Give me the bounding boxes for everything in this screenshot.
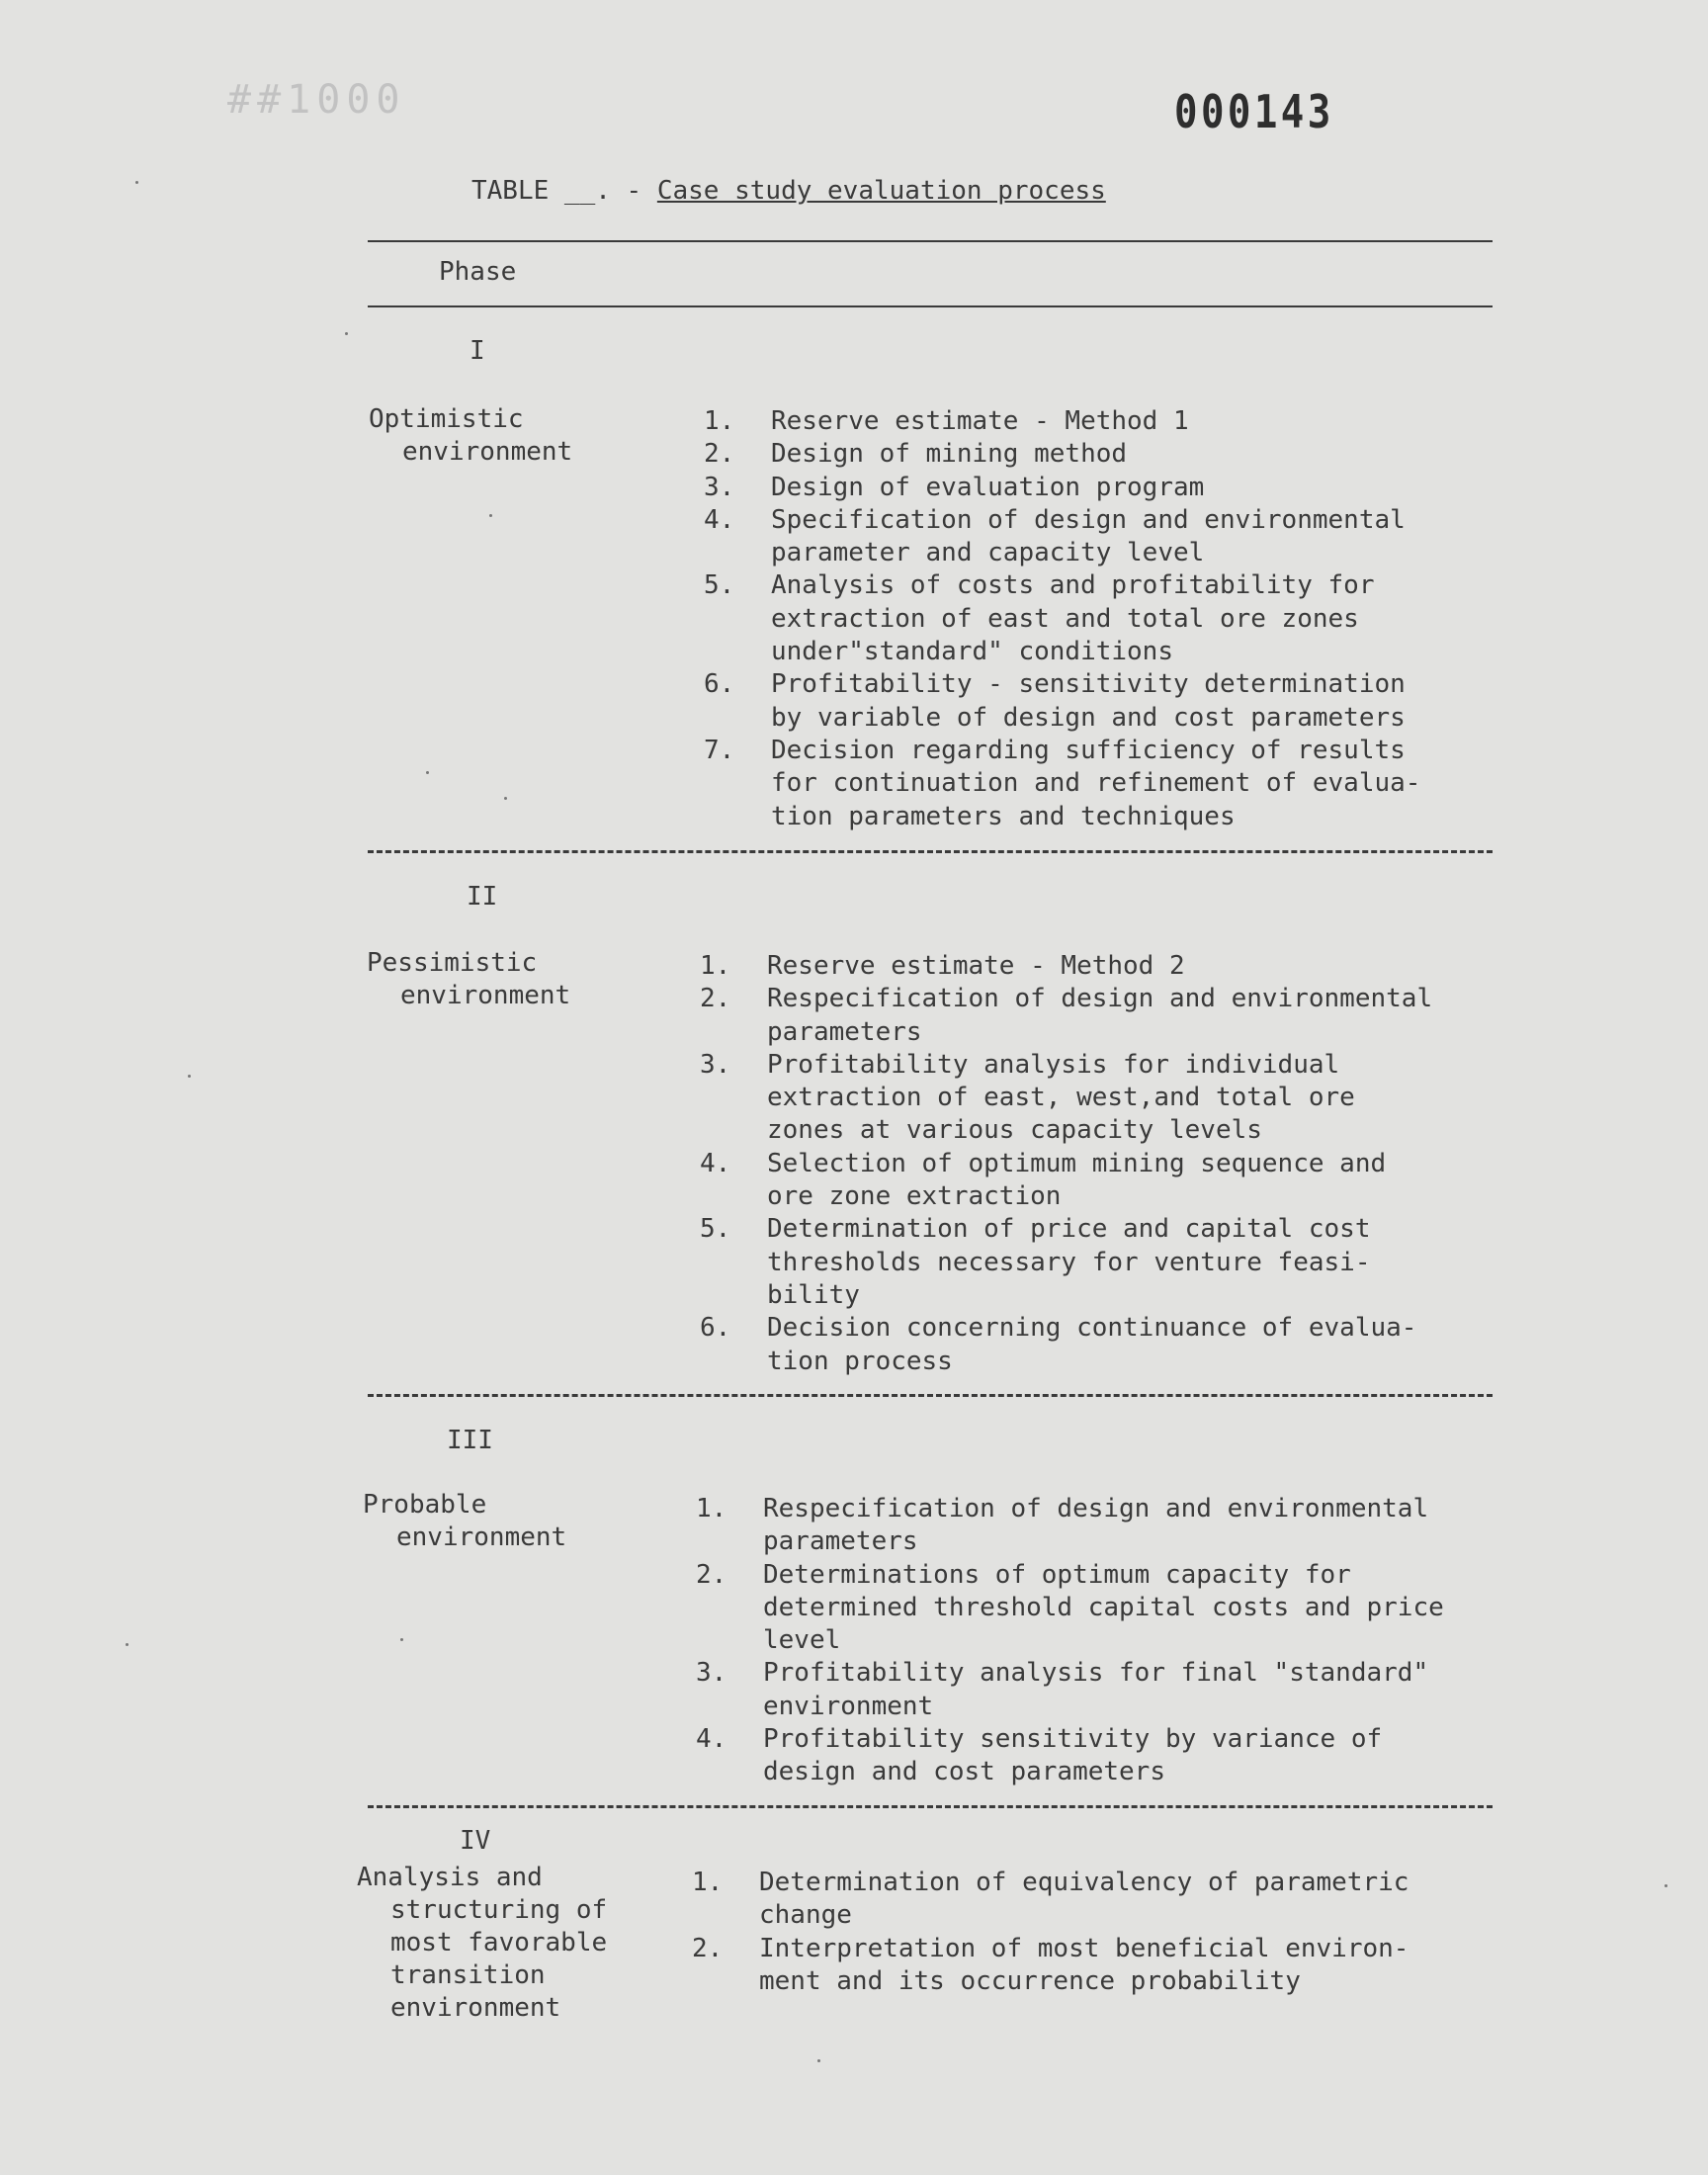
phase-environment [363,1489,566,1554]
item-number: 1. [704,406,735,436]
environment-line: environment [402,437,573,467]
phase-numeral: III [447,1426,493,1455]
item-text: Design of evaluation program [771,472,1205,502]
item-number: 6. [700,1313,731,1344]
item-text: Decision concerning continuance of evalua- tion process [767,1313,1417,1376]
item-number: 4. [696,1724,727,1755]
item-text: Analysis of costs and profitability for extraction of east and total ore zones under"standard" conditions [771,570,1375,667]
environment-line: Optimistic [369,404,524,434]
item-number: 4. [704,504,735,535]
environment-line: Probable [363,1490,487,1520]
phase-numeral: II [467,882,498,912]
item-text: Profitability analysis for individual extraction of east, west,and total ore zones at various capacity levels [767,1049,1355,1146]
scan-speck [1665,1884,1667,1887]
scan-speck [817,2059,820,2062]
environment-line: Analysis and [357,1863,543,1892]
item-number: 5. [700,1214,731,1245]
item-text: Reserve estimate - Method 1 [771,406,1189,436]
table-title [471,176,1106,206]
item-text: Decision regarding sufficiency of results for continuation and refinement of evalua- tion parameters and techniques [771,735,1421,831]
item-text: Profitability - sensitivity determination by variable of design and cost parameters [771,669,1406,733]
item-text: Design of mining method [771,439,1128,470]
item-number: 7. [704,735,735,765]
item-number: 1. [700,951,731,981]
item-number: 2. [692,1933,724,1963]
phase-divider [368,850,1493,853]
list-item [700,1213,1432,1312]
scan-speck [426,771,429,774]
item-number: 2. [696,1559,727,1590]
phase-divider [368,1805,1493,1808]
list-item [704,668,1420,735]
list-item [704,472,1420,504]
item-text: Respecification of design and environmental parameters [767,984,1433,1047]
table-title-prefix: TABLE __. - [471,176,657,206]
item-text: Selection of optimum mining sequence and ore zone extraction [767,1148,1387,1212]
item-number: 3. [704,472,735,502]
scan-speck [135,181,138,184]
table-caption: Case study evaluation process [656,176,1106,206]
list-item [700,950,1432,983]
list-item [704,569,1420,668]
list-item [696,1723,1444,1789]
list-item [704,735,1420,833]
phase-environment [369,403,572,469]
environment-line: environment [396,1522,567,1552]
environment-line: environment [400,981,571,1010]
scan-speck [188,1075,191,1078]
phase-item-list [692,1867,1409,1998]
item-number: 4. [700,1148,731,1178]
scan-speck [489,514,492,517]
environment-line: Pessimistic [367,948,538,978]
phase-environment [357,1862,607,2025]
item-number: 1. [696,1494,727,1523]
scan-speck [345,332,348,335]
list-item [700,1148,1432,1214]
list-item [704,405,1420,438]
header-bottom-rule [368,305,1493,307]
item-number: 1. [692,1868,724,1897]
item-text: Profitability analysis for final "standard" environment [763,1658,1429,1721]
item-number: 6. [704,669,735,700]
item-number: 3. [700,1049,731,1080]
phase-numeral: IV [460,1826,491,1856]
list-item [704,438,1420,471]
phase-item-list [696,1493,1444,1789]
list-item [696,1657,1444,1723]
faded-stamp-number: ##1000 [227,77,406,123]
list-item [692,1867,1409,1933]
environment-line: structuring of most favorable transition environment [390,1895,608,2023]
item-number: 5. [704,570,735,601]
item-text: Determinations of optimum capacity for determined threshold capital costs and price level [763,1559,1444,1656]
list-item [700,1312,1432,1378]
scan-speck [400,1638,403,1641]
phase-divider [368,1394,1493,1397]
scan-speck [504,797,507,800]
phase-environment [367,947,570,1012]
scan-speck [126,1643,128,1646]
phase-column-header: Phase [439,257,517,287]
item-text: Profitability sensitivity by variance of design and cost parameters [763,1724,1383,1787]
item-text: Determination of equivalency of parametric change [759,1868,1409,1931]
item-text: Interpretation of most beneficial environ- ment and its occurrence probability [759,1933,1409,1996]
list-item [696,1559,1444,1658]
phase-item-list [704,405,1420,833]
item-text: Respecification of design and environmental parameters [763,1494,1429,1557]
phase-item-list [700,950,1432,1378]
item-text: Reserve estimate - Method 2 [767,951,1185,981]
item-number: 2. [704,439,735,470]
list-item [704,504,1420,570]
list-item [700,1049,1432,1148]
item-text: Specification of design and environmental parameter and capacity level [771,504,1406,568]
item-number: 2. [700,984,731,1014]
item-text: Determination of price and capital cost thresholds necessary for venture feasi- bility [767,1214,1371,1310]
header-top-rule [368,240,1493,242]
item-number: 3. [696,1658,727,1689]
list-item [696,1493,1444,1559]
list-item [692,1933,1409,1999]
page-stamp-number: 000143 [1174,85,1334,138]
list-item [700,983,1432,1049]
phase-numeral: I [470,336,485,366]
